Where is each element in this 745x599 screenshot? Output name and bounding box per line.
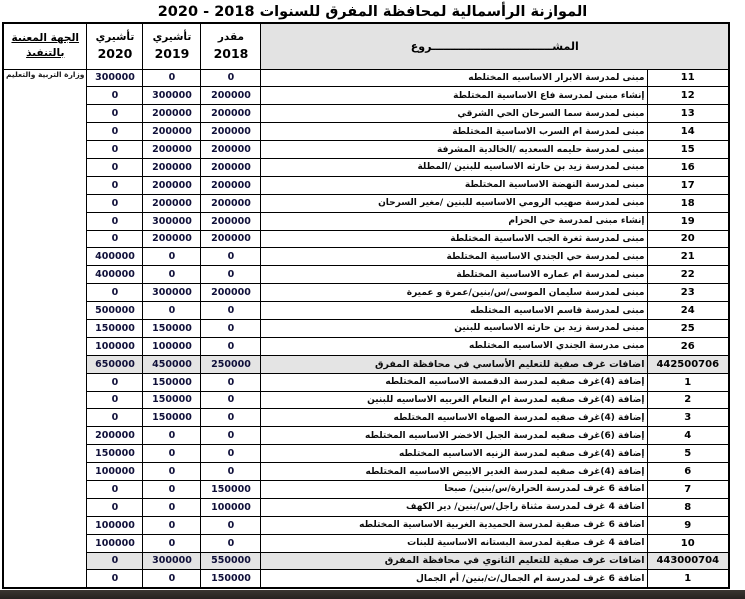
row-number-cell: 20 (647, 230, 729, 248)
indicative-2019-cell: 0 (143, 498, 201, 516)
responsible-entity-cell: وزارة التربية والتعليم (3, 69, 87, 588)
indicative-2020-cell: 0 (87, 552, 143, 570)
row-number-cell: 14 (647, 123, 729, 141)
row-number-cell: 15 (647, 141, 729, 159)
row-number-cell: 5 (647, 445, 729, 463)
indicative-2020-cell: 0 (87, 105, 143, 123)
indicative-2019-cell: 0 (143, 534, 201, 552)
indicative-2019-cell: 450000 (143, 355, 201, 373)
estimated-2018-cell: 0 (201, 337, 261, 355)
indicative-2020-cell: 200000 (87, 427, 143, 445)
estimated-2018-cell: 0 (201, 534, 261, 552)
indicative-2019-cell: 150000 (143, 409, 201, 427)
indicative-2019-cell: 150000 (143, 373, 201, 391)
project-name-cell: اضافة 4 غرف صفية لمدرسة البستانه الاساسية للبنات (261, 534, 647, 552)
indicative-2019-cell: 0 (143, 248, 201, 266)
table-row (3, 319, 729, 337)
table-row (3, 105, 729, 123)
project-name-cell: إضافة (4)غرف صفيه لمدرسة الصهاه الاساسيه المختلطه (261, 409, 647, 427)
project-name-cell: إضافة (4)غرف صفيه لمدرسة الدقمسة الاساسيه المختلطه (261, 373, 647, 391)
indicative-2019-cell: 0 (143, 302, 201, 320)
estimated-2018-cell: 0 (201, 302, 261, 320)
indicative-2020-cell: 100000 (87, 534, 143, 552)
project-name-cell: مبنى لمدرسة سما السرحان الحي الشرقي (261, 105, 647, 123)
column-header-entity-line2: بالتنفيذ (26, 47, 65, 60)
indicative-2020-cell: 0 (87, 391, 143, 409)
table-row (3, 373, 729, 391)
indicative-2019-cell: 200000 (143, 176, 201, 194)
row-number-cell: 8 (647, 498, 729, 516)
indicative-2019-cell: 200000 (143, 158, 201, 176)
project-name-cell: إضافة (4)غرف صفيه لمدرسة الزنيه الاساسيه المختلطه (261, 445, 647, 463)
indicative-2020-cell: 0 (87, 409, 143, 427)
column-header-ind2020-label: تأشيري (95, 30, 135, 43)
table-row (3, 445, 729, 463)
table-row (3, 302, 729, 320)
table-row (3, 480, 729, 498)
row-number-cell: 22 (647, 266, 729, 284)
estimated-2018-cell: 0 (201, 391, 261, 409)
table-row (3, 570, 729, 588)
indicative-2019-cell: 300000 (143, 552, 201, 570)
indicative-2019-cell: 0 (143, 69, 201, 87)
column-header-est-year: 2018 (213, 45, 249, 61)
estimated-2018-cell: 200000 (201, 176, 261, 194)
project-name-cell: اضافات غرف صفية للتعليم الثانوي في محافظة المفرق (261, 552, 647, 570)
row-number-cell: 443000704 (647, 552, 729, 570)
estimated-2018-cell: 100000 (201, 498, 261, 516)
indicative-2020-cell: 0 (87, 141, 143, 159)
project-name-cell: مبنى مدرسة الجندي الاساسيه المختلطه (261, 337, 647, 355)
estimated-2018-cell: 0 (201, 266, 261, 284)
indicative-2019-cell: 0 (143, 445, 201, 463)
row-number-cell: 4 (647, 427, 729, 445)
table-row (3, 463, 729, 481)
section-total-row (3, 552, 729, 570)
estimated-2018-cell: 200000 (201, 212, 261, 230)
row-number-cell: 9 (647, 516, 729, 534)
indicative-2020-cell: 0 (87, 158, 143, 176)
estimated-2018-cell: 200000 (201, 87, 261, 105)
project-name-cell: مبنى لمدرسة حليمه السعديه /الخالدية المشرفة (261, 141, 647, 159)
estimated-2018-cell: 250000 (201, 355, 261, 373)
table-body (3, 69, 729, 588)
table-row (3, 248, 729, 266)
table-row (3, 212, 729, 230)
table-row (3, 69, 729, 87)
page-title: الموازنة الرأسمالية لمحافظة المفرق للسنوات 2018 - 2020 (157, 4, 588, 20)
indicative-2020-cell: 0 (87, 480, 143, 498)
indicative-2019-cell: 0 (143, 463, 201, 481)
project-name-cell: مبنى لمدرسة ام عماره الاساسية المختلطة (261, 266, 647, 284)
indicative-2020-cell: 0 (87, 284, 143, 302)
table-row (3, 427, 729, 445)
project-name-cell: اضافة 6 غرف لمدرسة ام الجمال/ث/بنين/ أم الجمال (261, 570, 647, 588)
row-number-cell: 7 (647, 480, 729, 498)
row-number-cell: 11 (647, 69, 729, 87)
project-name-cell: مبنى لمدرسة صهيب الرومي الاساسيه للبنين /مغير السرحان (261, 194, 647, 212)
row-number-cell: 26 (647, 337, 729, 355)
indicative-2019-cell: 200000 (143, 194, 201, 212)
indicative-2019-cell: 0 (143, 480, 201, 498)
indicative-2020-cell: 150000 (87, 319, 143, 337)
row-number-cell: 1 (647, 570, 729, 588)
table-row (3, 391, 729, 409)
row-number-cell: 25 (647, 319, 729, 337)
estimated-2018-cell: 150000 (201, 570, 261, 588)
estimated-2018-cell: 150000 (201, 480, 261, 498)
project-name-cell: إضافة (4)غرف صفيه لمدرسة ام النعام الغربيه الاساسيه للبنين (261, 391, 647, 409)
project-name-cell: اضافة 6 غرف لمدرسة الحرارة/س/بنين/ صبحا (261, 480, 647, 498)
project-name-cell: مبنى لمدرسة قاسم الاساسيه المختلطه (261, 302, 647, 320)
row-number-cell: 21 (647, 248, 729, 266)
row-number-cell: 12 (647, 87, 729, 105)
table-row (3, 230, 729, 248)
indicative-2019-cell: 0 (143, 570, 201, 588)
table-row (3, 409, 729, 427)
indicative-2020-cell: 0 (87, 176, 143, 194)
estimated-2018-cell: 200000 (201, 194, 261, 212)
indicative-2020-cell: 100000 (87, 516, 143, 534)
estimated-2018-cell: 0 (201, 69, 261, 87)
estimated-2018-cell: 200000 (201, 123, 261, 141)
window-bottom-edge (0, 590, 745, 599)
estimated-2018-cell: 200000 (201, 158, 261, 176)
project-name-cell: مبنى لمدرسة ام السرب الاساسية المختلطة (261, 123, 647, 141)
row-number-cell: 10 (647, 534, 729, 552)
header-row (3, 23, 729, 69)
indicative-2019-cell: 0 (143, 516, 201, 534)
row-number-cell: 3 (647, 409, 729, 427)
budget-table (2, 22, 730, 589)
indicative-2019-cell: 300000 (143, 87, 201, 105)
section-total-row (3, 355, 729, 373)
indicative-2019-cell: 150000 (143, 319, 201, 337)
indicative-2020-cell: 0 (87, 123, 143, 141)
estimated-2018-cell: 200000 (201, 230, 261, 248)
row-number-cell: 6 (647, 463, 729, 481)
column-header-entity-line1: الجهة المعنية (11, 32, 79, 45)
indicative-2019-cell: 300000 (143, 284, 201, 302)
table-row (3, 158, 729, 176)
indicative-2020-cell: 400000 (87, 266, 143, 284)
table-row (3, 498, 729, 516)
row-number-cell: 13 (647, 105, 729, 123)
row-number-cell: 16 (647, 158, 729, 176)
indicative-2020-cell: 100000 (87, 463, 143, 481)
estimated-2018-cell: 0 (201, 427, 261, 445)
estimated-2018-cell: 200000 (201, 141, 261, 159)
project-name-cell: إضافة (4)غرف صفيه لمدرسة الغدير الابيض الاساسيه المختلطه (261, 463, 647, 481)
estimated-2018-cell: 0 (201, 445, 261, 463)
indicative-2020-cell: 0 (87, 498, 143, 516)
project-name-cell: إنشاء مبنى لمدرسة فاع الاساسية المختلطة (261, 87, 647, 105)
column-header-est-label: مقدر (217, 30, 245, 43)
row-number-cell: 19 (647, 212, 729, 230)
indicative-2019-cell: 200000 (143, 123, 201, 141)
column-header-entity (3, 23, 87, 69)
table-row (3, 87, 729, 105)
column-header-indicative-2020 (87, 23, 143, 69)
project-name-cell: إنشاء مبنى لمدرسة حي الحزام (261, 212, 647, 230)
indicative-2020-cell: 500000 (87, 302, 143, 320)
row-number-cell: 1 (647, 373, 729, 391)
indicative-2020-cell: 150000 (87, 445, 143, 463)
indicative-2020-cell: 100000 (87, 337, 143, 355)
column-header-estimated-2018 (201, 23, 261, 69)
estimated-2018-cell: 0 (201, 516, 261, 534)
indicative-2020-cell: 400000 (87, 248, 143, 266)
estimated-2018-cell: 550000 (201, 552, 261, 570)
indicative-2019-cell: 0 (143, 266, 201, 284)
indicative-2020-cell: 0 (87, 87, 143, 105)
indicative-2020-cell: 0 (87, 570, 143, 588)
table-row (3, 176, 729, 194)
estimated-2018-cell: 0 (201, 319, 261, 337)
indicative-2019-cell: 200000 (143, 141, 201, 159)
row-number-cell: 23 (647, 284, 729, 302)
estimated-2018-cell: 0 (201, 463, 261, 481)
table-row (3, 337, 729, 355)
project-name-cell: إضافة (6)غرف صفيه لمدرسة الجبل الاخضر الاساسيه المختلطه (261, 427, 647, 445)
estimated-2018-cell: 0 (201, 248, 261, 266)
row-number-cell: 17 (647, 176, 729, 194)
project-name-cell: اضافة 6 غرف صفية لمدرسة الحميدية الغربية الاساسية المختلطه (261, 516, 647, 534)
indicative-2020-cell: 650000 (87, 355, 143, 373)
column-header-ind2020-year: 2020 (97, 45, 133, 61)
estimated-2018-cell: 200000 (201, 284, 261, 302)
indicative-2020-cell: 0 (87, 194, 143, 212)
indicative-2020-cell: 0 (87, 373, 143, 391)
project-name-cell: اضافة 4 غرف لمدرسة مثناة راجل/س/بنين/ دير الكهف (261, 498, 647, 516)
indicative-2019-cell: 0 (143, 427, 201, 445)
column-header-indicative-2019 (143, 23, 201, 69)
estimated-2018-cell: 200000 (201, 105, 261, 123)
table-row (3, 141, 729, 159)
row-number-cell: 442500706 (647, 355, 729, 373)
project-name-cell: مبنى لمدرسة زيد بن حارثه الاساسيه للبنين /المطلة (261, 158, 647, 176)
row-number-cell: 24 (647, 302, 729, 320)
estimated-2018-cell: 0 (201, 409, 261, 427)
column-header-ind2019-year: 2019 (154, 45, 190, 61)
project-name-cell: مبنى لمدرسة سليمان الموسى/س/بنين/عمرة و عميرة (261, 284, 647, 302)
indicative-2019-cell: 100000 (143, 337, 201, 355)
project-name-cell: مبنى لمدرسة الابرار الاساسيه المختلطه (261, 69, 647, 87)
table-row (3, 194, 729, 212)
column-header-ind2019-label: تأشيري (152, 30, 192, 43)
table-row (3, 266, 729, 284)
project-name-cell: مبنى لمدرسة زيد بن حارثه الاساسيه للبنين (261, 319, 647, 337)
project-name-cell: اضافات غرف صفية للتعليم الأساسي في محافظة المفرق (261, 355, 647, 373)
indicative-2020-cell: 0 (87, 230, 143, 248)
table-row (3, 516, 729, 534)
indicative-2019-cell: 200000 (143, 105, 201, 123)
row-number-cell: 18 (647, 194, 729, 212)
row-number-cell: 2 (647, 391, 729, 409)
table-header (3, 23, 729, 69)
indicative-2019-cell: 200000 (143, 230, 201, 248)
project-name-cell: مبنى لمدرسة النهضة الاساسية المختلطة (261, 176, 647, 194)
indicative-2019-cell: 300000 (143, 212, 201, 230)
indicative-2019-cell: 150000 (143, 391, 201, 409)
table-row (3, 123, 729, 141)
indicative-2020-cell: 0 (87, 212, 143, 230)
indicative-2020-cell: 300000 (87, 69, 143, 87)
estimated-2018-cell: 0 (201, 373, 261, 391)
table-row (3, 284, 729, 302)
project-name-cell: مبنى لمدرسة حي الجندي الاساسية المختلطة (261, 248, 647, 266)
table-row (3, 534, 729, 552)
column-header-project: المشــــــــــــــــــــــــــــــــروع (261, 23, 729, 69)
project-name-cell: مبنى لمدرسة ثغرة الجب الاساسية المختلطة (261, 230, 647, 248)
